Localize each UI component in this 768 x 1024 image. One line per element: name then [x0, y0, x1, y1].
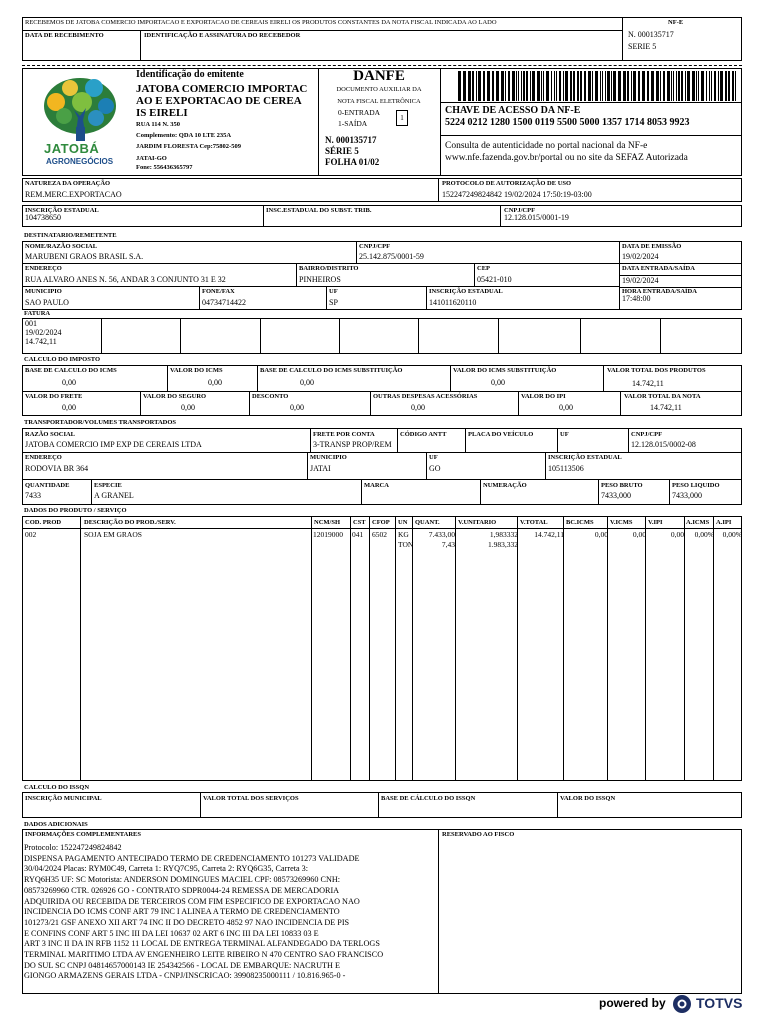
- transp-ie-label: INSCRIÇÃO ESTADUAL: [548, 454, 622, 461]
- item-cod: 002: [25, 530, 37, 539]
- numeracao-label: NUMERAÇÃO: [483, 482, 527, 489]
- transp-municipio-label: MUNICIPIO: [310, 454, 347, 461]
- natureza-valor: REM.MERC.EXPORTACAO: [25, 190, 122, 199]
- emitente-nome-3: IS EIRELI: [136, 107, 188, 119]
- item-bcicms: 0,00: [594, 530, 608, 539]
- frete: 0,00: [62, 403, 76, 412]
- base-st: 0,00: [300, 378, 314, 387]
- barcode-bar: [543, 71, 544, 101]
- info-line: ADQUIRIDA OU RECEBIDA DE TERCEIROS COM FIM ESPECIFICO DE EXPORTACAO NAO: [24, 896, 360, 906]
- col-un: UN: [398, 519, 408, 526]
- item-un-1: KG: [398, 530, 409, 539]
- barcode-bar: [685, 71, 686, 101]
- barcode-bar: [671, 71, 672, 101]
- transp-ie: 105113506: [548, 464, 584, 473]
- item-descricao: SOJA EM GRAOS: [84, 530, 142, 539]
- dest-ie: 141011620110: [429, 298, 477, 307]
- item-vtotal: 14.742,11: [534, 530, 564, 539]
- logo-name: JATOBÁ: [44, 141, 100, 156]
- barcode-bar: [577, 71, 579, 101]
- protocolo-valor: 152247249824842 19/02/2024 17:50:19-03:00: [442, 190, 592, 199]
- barcode-bar: [633, 71, 636, 101]
- valor-icms-label: VALOR DO ICMS: [170, 367, 223, 374]
- transp-uf2-label: UF: [429, 454, 438, 461]
- destinatario-section: DESTINATARIO/REMETENTE: [24, 232, 117, 239]
- dest-hora-label: HORA ENTRADA/SAÍDA: [622, 288, 697, 295]
- reservado-fisco-label: RESERVADO AO FISCO: [442, 831, 515, 838]
- ipi: 0,00: [559, 403, 573, 412]
- emit-cnpj-label: CNPJ/CPF: [504, 207, 536, 214]
- transp-endereco-label: ENDEREÇO: [25, 454, 62, 461]
- barcode-bar: [607, 71, 610, 101]
- dest-endereco: RUA ALVARO ANES N. 56, ANDAR 3 CONJUNTO 31 E 32: [25, 275, 226, 284]
- transp-municipio: JATAI: [310, 464, 331, 473]
- col-vipi: V.IPI: [648, 519, 663, 526]
- especie: A GRANEL: [94, 491, 134, 500]
- emitente-endereco: RUA 114 N. 350: [136, 121, 181, 128]
- issqn-im-label: INSCRIÇÃO MUNICIPAL: [25, 795, 102, 802]
- barcode-bar: [701, 71, 704, 101]
- danfe-saida: 1-SAÍDA: [338, 119, 368, 128]
- item-quant-1: 7.433,00: [428, 530, 455, 539]
- barcode-bar: [478, 71, 481, 101]
- barcode-bar: [692, 71, 695, 101]
- info-line: DO SUL SC CNPJ 04814657000143 IE 254342566 - LOCAL DE EMBARQUE: NACRUTH E: [24, 960, 340, 970]
- ipi-label: VALOR DO IPI: [521, 393, 566, 400]
- dest-endereco-label: ENDEREÇO: [25, 265, 62, 272]
- barcode-bar: [663, 71, 665, 101]
- info-line: GIONGO ARMAZENS GERAIS LTDA - CNPJ/INSCRICAO: 39908235000111 / 10.816.965-0 -: [24, 971, 346, 981]
- col-quant: QUANT.: [415, 519, 440, 526]
- info-line: E CONFINS CONF ART 5 INC III DA LEI 10637 02 ART 6 INC III DA LEI 10833 03 E: [24, 928, 319, 938]
- produtos-table: [22, 516, 742, 781]
- col-descricao: DESCRIÇÃO DO PROD./SERV.: [84, 519, 176, 526]
- canhoto-text: RECEBEMOS DE JATOBA COMERCIO IMPORTACAO E EXPORTACAO DE CEREAIS EIRELI OS PRODUTOS CONSTANTES DA NOTA FISCAL INDICADA AO LADO: [25, 19, 497, 26]
- dest-fone: 04734714422: [202, 298, 246, 307]
- transportador-section: TRANSPORTADOR/VOLUMES TRANSPORTADOS: [24, 419, 177, 426]
- fatura-valor: 14.742,11: [25, 337, 57, 346]
- dest-emissao: 19/02/2024: [622, 252, 659, 261]
- info-complementares-label: INFORMAÇÕES COMPLEMENTARES: [25, 831, 141, 838]
- totvs-brand: TOTVS: [696, 995, 743, 1011]
- barcode-bar: [611, 71, 612, 101]
- desconto: 0,00: [290, 403, 304, 412]
- barcode-bar: [570, 71, 572, 101]
- barcode-bar: [627, 71, 629, 101]
- emit-cnpj-valor: 12.128.015/0001-19: [504, 213, 569, 222]
- produtos-section: DADOS DO PRODUTO / SERVIÇO: [24, 507, 127, 514]
- barcode-bar: [642, 71, 645, 101]
- item-cfop: 6502: [372, 530, 387, 539]
- issqn-base-label: BASE DE CÁLCULO DO ISSQN: [381, 795, 476, 802]
- issqn-valor-label: VALOR DO ISSQN: [560, 795, 616, 802]
- transp-cnpj-label: CNPJ/CPF: [631, 431, 663, 438]
- danfe-tipo-box: [396, 110, 408, 126]
- barcode-bar: [735, 71, 736, 101]
- peso-liquido-label: PESO LIQUIDO: [672, 482, 720, 489]
- barcode-bar: [530, 71, 531, 101]
- barcode-bar: [537, 71, 540, 101]
- dest-fone-label: FONE/FAX: [202, 288, 235, 295]
- dest-municipio: SAO PAULO: [25, 298, 69, 307]
- dest-uf-label: UF: [329, 288, 338, 295]
- barcode-bar: [687, 71, 690, 101]
- barcode-bar: [521, 71, 522, 101]
- natureza-label: NATUREZA DA OPERAÇÃO: [25, 180, 111, 187]
- barcode-bar: [711, 71, 712, 101]
- transp-razao: JATOBA COMERCIO IMP EXP DE CEREAIS LTDA: [25, 440, 202, 449]
- quantidade-label: QUANTIDADE: [25, 482, 70, 489]
- barcode-bar: [714, 71, 716, 101]
- especie-label: ESPECIE: [94, 482, 122, 489]
- natureza-box: [22, 178, 742, 202]
- col-vicms: V.ICMS: [610, 519, 633, 526]
- dest-bairro-label: BAIRRO/DISTRITO: [299, 265, 359, 272]
- barcode: [458, 71, 738, 101]
- barcode-bar: [508, 71, 510, 101]
- col-bcicms: BC.ICMS: [566, 519, 594, 526]
- barcode-bar: [728, 71, 730, 101]
- barcode-bar: [696, 71, 697, 101]
- emitente-heading: Identificação do emitente: [136, 69, 244, 80]
- item-vunit-2: 1.983,332: [488, 540, 518, 549]
- barcode-bar: [476, 71, 477, 101]
- barcode-bar: [551, 71, 552, 101]
- item-aicms: 0,00%: [694, 530, 714, 539]
- barcode-bar: [706, 71, 707, 101]
- barcode-bar: [638, 71, 640, 101]
- seguro: 0,00: [181, 403, 195, 412]
- peso-liquido: 7433,000: [672, 491, 702, 500]
- fatura-box: [22, 318, 742, 354]
- info-line: Protocolo: 152247249824842: [24, 843, 122, 852]
- valor-icms: 0,00: [208, 378, 222, 387]
- danfe-serie: SÉRIE 5: [325, 146, 359, 156]
- canhoto-serie: SERIE 5: [628, 42, 657, 51]
- desconto-label: DESCONTO: [252, 393, 289, 400]
- identificacao-recebedor-label: IDENTIFICAÇÃO E ASSINATURA DO RECEBEDOR: [144, 32, 301, 39]
- dest-nome: MARUBENI GRAOS BRASIL S.A.: [25, 252, 144, 261]
- canhoto-numero: N. 000135717: [628, 30, 674, 39]
- item-quant-2: 7,43: [441, 540, 455, 549]
- barcode-bar: [492, 71, 494, 101]
- total-nota: 14.742,11: [650, 403, 682, 412]
- emitente-fone: Fone: 556436365797: [136, 164, 193, 171]
- barcode-bar: [651, 71, 654, 101]
- peso-bruto: 7433,000: [601, 491, 631, 500]
- item-vicms: 0,00: [632, 530, 646, 539]
- barcode-bar: [647, 71, 649, 101]
- dest-ie-label: INSCRIÇÃO ESTADUAL: [429, 288, 503, 295]
- emitente-complemento: Complemento: QDA 10 LTE 235A: [136, 132, 232, 139]
- danfe-sub1: DOCUMENTO AUXILIAR DA: [336, 86, 422, 93]
- frete-label: VALOR DO FRETE: [25, 393, 83, 400]
- base-icms: 0,00: [62, 378, 76, 387]
- barcode-bar: [496, 71, 499, 101]
- dest-cnpj-label: CNPJ/CPF: [359, 243, 391, 250]
- fatura-data: 19/02/2024: [25, 328, 62, 337]
- barcode-bar: [656, 71, 659, 101]
- fatura-numero: 001: [25, 319, 37, 328]
- danfe-sub2: NOTA FISCAL ELETRÔNICA: [337, 98, 421, 105]
- barcode-bar: [563, 71, 564, 101]
- peso-bruto-label: PESO BRUTO: [601, 482, 643, 489]
- info-complementares-text: [24, 843, 436, 982]
- totvs-icon: [672, 994, 692, 1019]
- barcode-bar: [718, 71, 719, 101]
- emitente-bairro: JARDIM FLORESTA Cep:75802-509: [136, 143, 241, 150]
- barcode-bar: [676, 71, 677, 101]
- danfe-folha: FOLHA 01/02: [325, 157, 380, 167]
- barcode-bar: [720, 71, 723, 101]
- barcode-bar: [518, 71, 519, 101]
- valor-st-label: VALOR DO ICMS SUBSTITUIÇÃO: [453, 367, 557, 374]
- barcode-bar: [487, 71, 490, 101]
- total-produtos-label: VALOR TOTAL DOS PRODUTOS: [607, 367, 706, 374]
- item-vipi: 0,00: [670, 530, 684, 539]
- barcode-bar: [584, 71, 586, 101]
- barcode-bar: [559, 71, 561, 101]
- barcode-bar: [554, 71, 555, 101]
- barcode-bar: [526, 71, 528, 101]
- barcode-bar: [483, 71, 485, 101]
- dest-cep: 05421-010: [477, 275, 512, 284]
- info-line: 08573269960 CTR. 026926 GO - CONTRATO SDPR0044-24 REMESSA DE MERCADORIA: [24, 885, 340, 895]
- item-un-2: TON: [398, 540, 414, 549]
- total-nota-label: VALOR TOTAL DA NOTA: [624, 393, 701, 400]
- info-line: 30/04/2024 Placas: RYM0C49, Carreta 1: RYQ7C95, Carreta 2: RYQ6G35, Carreta 3:: [24, 864, 309, 874]
- barcode-bar: [505, 71, 506, 101]
- quantidade: 7433: [25, 491, 41, 500]
- barcode-bar: [618, 71, 621, 101]
- barcode-bar: [673, 71, 674, 101]
- emitente-cidade: JATAI-GO: [136, 155, 167, 162]
- dest-municipio-label: MUNICIPIO: [25, 288, 62, 295]
- ie-label: INSCRIÇÃO ESTADUAL: [25, 207, 99, 214]
- dest-nome-label: NOME/RAZÃO SOCIAL: [25, 243, 98, 250]
- barcode-bar: [532, 71, 535, 101]
- transp-frete: 3-TRANSP PROP/REM: [313, 440, 392, 449]
- data-recebimento-label: DATA DE RECEBIMENTO: [25, 32, 104, 39]
- col-aicms: A.ICMS: [686, 519, 710, 526]
- marca-label: MARCA: [364, 482, 389, 489]
- info-line: 101273/21 GSF ANEXO XII ART 74 INC II DO DECRETO 4852 97 NAO INCIDENCIA DE PIS: [24, 917, 350, 927]
- consulta-2: www.nfe.fazenda.gov.br/portal ou no site da SEFAZ Autorizada: [445, 153, 688, 163]
- barcode-bar: [605, 71, 606, 101]
- col-ncm: NCM/SH: [314, 519, 340, 526]
- col-cod: COD. PROD: [25, 519, 62, 526]
- info-line: RYQ6H35 UF: SC Motorista: ANDERSON DOMINGUES MACIEL CPF: 08573269960 CNH:: [24, 875, 341, 885]
- totvs-globe-icon: [672, 994, 692, 1014]
- info-line: ART 3 INC II DA IN RFB 1152 11 LOCAL DE ENTREGA TERMINAL ALFANDEGADO DA TERLOGS: [24, 939, 380, 949]
- item-vunit-1: 1,983332: [489, 530, 518, 539]
- barcode-bar: [600, 71, 601, 101]
- barcode-bar: [709, 71, 710, 101]
- chave-valor: 5224 0212 1280 1500 0119 5500 5000 1357 1714 8053 9923: [445, 117, 690, 128]
- dest-uf: SP: [329, 298, 338, 307]
- outras: 0,00: [411, 403, 425, 412]
- base-icms-label: BASE DE CALCULO DO ICMS: [25, 367, 117, 374]
- protocolo-label: PROTOCOLO DE AUTORIZAÇÃO DE USO: [442, 180, 572, 187]
- barcode-bar: [623, 71, 626, 101]
- total-produtos: 14.742,11: [632, 379, 664, 388]
- barcode-bar: [698, 71, 699, 101]
- ie-st-label: INSC.ESTADUAL DO SUBST. TRIB.: [266, 207, 372, 214]
- transp-antt-label: CÓDIGO ANTT: [400, 431, 447, 438]
- powered-by: powered by: [599, 996, 666, 1010]
- emitente-nome-1: JATOBA COMERCIO IMPORTAC: [136, 83, 308, 95]
- barcode-bar: [472, 71, 474, 101]
- barcode-bar: [613, 71, 616, 101]
- info-line: INCIDENCIA DO ICMS CONF ART 79 INC I ALINEA A TERMO DE CREDENCIAMENTO: [24, 907, 340, 917]
- dest-entrada-saida: 19/02/2024: [622, 276, 659, 285]
- transp-razao-label: RAZÃO SOCIAL: [25, 431, 76, 438]
- canhoto-nfe-label: NF-E: [668, 19, 684, 26]
- valor-st: 0,00: [491, 378, 505, 387]
- adicionais-section: DADOS ADICIONAIS: [24, 821, 88, 828]
- col-cst: CST: [353, 519, 366, 526]
- col-vunit: V.UNITARIO: [458, 519, 497, 526]
- barcode-bar: [592, 71, 593, 101]
- transp-uf-label: UF: [560, 431, 569, 438]
- barcode-bar: [725, 71, 727, 101]
- info-line: DISPENSA PAGAMENTO ANTECIPADO TERMO DE CREDENCIAMENTO 101273 VALIDADE: [24, 853, 360, 863]
- dest-entrada-saida-label: DATA ENTRADA/SAÍDA: [622, 265, 695, 272]
- item-ncm: 12019000: [313, 530, 343, 539]
- barcode-bar: [458, 71, 461, 101]
- barcode-bar: [468, 71, 471, 101]
- dest-cep-label: CEP: [477, 265, 490, 272]
- barcode-bar: [588, 71, 591, 101]
- barcode-bar: [667, 71, 670, 101]
- item-cst: 041: [352, 530, 364, 539]
- transp-frete-label: FRETE POR CONTA: [313, 431, 375, 438]
- inscricoes-box: [22, 205, 742, 227]
- barcode-bar: [602, 71, 603, 101]
- emitente-nome-2: AO E EXPORTACAO DE CEREA: [136, 95, 302, 107]
- base-st-label: BASE DE CALCULO DO ICMS SUBSTITUIÇÃO: [260, 367, 403, 374]
- info-line: TERMINAL MARITIMO LTDA AV ENGENHEIRO LEITE RIBEIRO N 470 CENTRO SAO FRANCISCO: [24, 950, 384, 960]
- consulta-1: Consulta de autenticidade no portal nacional da NF-e: [445, 141, 648, 151]
- logo-sub: AGRONEGÓCIOS: [46, 157, 114, 166]
- barcode-bar: [512, 71, 515, 101]
- barcode-bar: [501, 71, 504, 101]
- outras-label: OUTRAS DESPESAS ACESSÓRIAS: [373, 393, 478, 400]
- dest-bairro: PINHEIROS: [299, 275, 341, 284]
- barcode-bar: [631, 71, 632, 101]
- issqn-section: CALCULO DO ISSQN: [24, 784, 90, 791]
- barcode-bar: [556, 71, 557, 101]
- ie-valor: 104738650: [25, 213, 61, 222]
- barcode-bar: [573, 71, 575, 101]
- danfe-entrada: 0-ENTRADA: [338, 108, 381, 117]
- barcode-bar: [678, 71, 680, 101]
- danfe-numero: N. 000135717: [325, 135, 377, 145]
- imposto-section: CALCULO DO IMPOSTO: [24, 356, 101, 363]
- dest-cnpj: 25.142.875/0001-59: [359, 252, 424, 261]
- danfe-title: DANFE: [353, 68, 405, 84]
- col-vtotal: V.TOTAL: [520, 519, 548, 526]
- barcode-bar: [660, 71, 661, 101]
- transp-placa-label: PLACA DO VEÍCULO: [468, 431, 534, 438]
- barcode-bar: [595, 71, 598, 101]
- transp-cnpj: 12.128.015/0002-08: [631, 440, 696, 449]
- item-aipi: 0,00%: [722, 530, 742, 539]
- dest-hora: 17:48:00: [622, 294, 651, 303]
- dest-emissao-label: DATA DE EMISSÃO: [622, 243, 682, 250]
- barcode-bar: [565, 71, 568, 101]
- chave-label: CHAVE DE ACESSO DA NF-E: [445, 105, 581, 116]
- issqn-servicos-label: VALOR TOTAL DOS SERVIÇOS: [203, 795, 299, 802]
- barcode-bar: [463, 71, 466, 101]
- barcode-bar: [516, 71, 517, 101]
- col-aipi: A.IPI: [716, 519, 732, 526]
- barcode-bar: [541, 71, 542, 101]
- col-cfop: CFOP: [372, 519, 390, 526]
- seguro-label: VALOR DO SEGURO: [143, 393, 207, 400]
- fatura-section: FATURA: [24, 310, 51, 317]
- barcode-bar: [580, 71, 582, 101]
- transp-uf2: GO: [429, 464, 441, 473]
- barcode-bar: [732, 71, 734, 101]
- barcode-bar: [681, 71, 683, 101]
- barcode-bar: [546, 71, 549, 101]
- transp-endereco: RODOVIA BR 364: [25, 464, 89, 473]
- danfe-tipo: 1: [400, 114, 404, 122]
- barcode-graphic: [458, 71, 738, 101]
- barcode-bar: [523, 71, 525, 101]
